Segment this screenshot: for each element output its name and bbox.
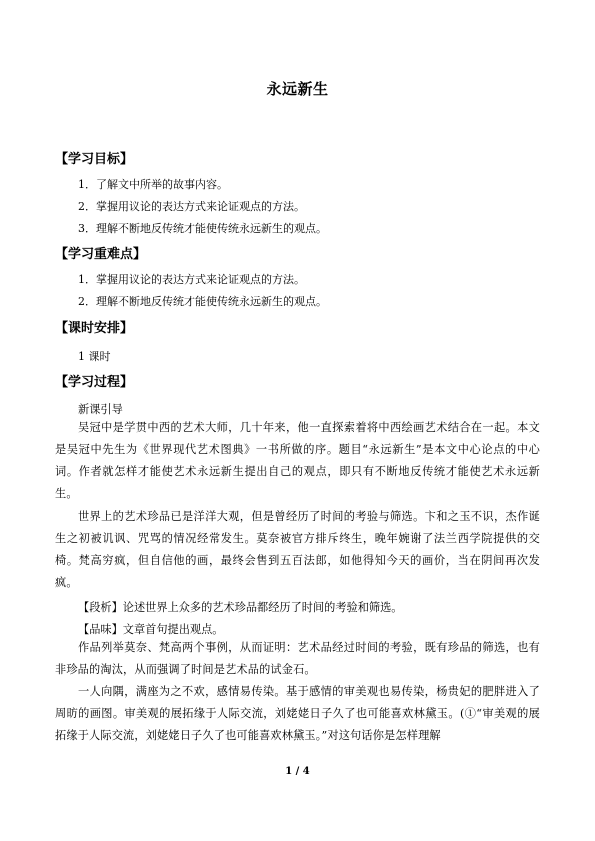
goal-item: 3．理解不断地反传统才能使传统永远新生的观点。 <box>78 222 327 235</box>
page-title: 永远新生 <box>266 80 329 98</box>
analysis-note: 【段析】论述世界上众多的艺术珍品都经历了时间的考验和筛选。 <box>78 601 403 614</box>
paragraph-2: 世界上的艺术珍品已是洋洋大观，但是曾经历了时间的考验与筛选。卞和之玉不识，杰作诞生之初被讥讽、咒骂的情况经常发生。莫奈被官方排斥终生，晚年婉谢了法兰西学院提供的交椅。梵高穷疯，但自信他的画，最终会售到五百法郎，如他得知今天的画价，当在阴间再次发疯。 <box>55 510 540 589</box>
section-heading-process: 【学习过程】 <box>55 375 134 390</box>
intro-label: 新课引导 <box>78 403 123 416</box>
page-number: 1 / 4 <box>285 766 310 777</box>
taste-note: 【品味】文章首句提出观点。 <box>78 623 224 636</box>
paragraph-3: 作品列举莫奈、梵高两个事例，从而证明：艺术品经过时间的考验，既有珍品的筛选，也有非珍品的淘汰，从而强调了时间是艺术品的试金石。 <box>55 641 540 676</box>
section-heading-goals: 【学习目标】 <box>55 152 134 167</box>
schedule-value: 1 课时 <box>78 350 111 363</box>
paragraph-1: 吴冠中是学贯中西的艺术大师，几十年来，他一直探索着将中西绘画艺术结合在一起。本文是吴冠中先生为《世界现代艺术图典》一书所做的序。题目“永远新生”是本文中心论点的中心词。作者就怎样才能使艺术永远新生提出自己的观点，即只有不断地反传统才能使艺术永远新生。 <box>55 421 540 500</box>
goal-item: 1．了解文中所举的故事内容。 <box>78 178 228 191</box>
section-heading-schedule: 【课时安排】 <box>55 321 134 336</box>
key-point-item: 2．理解不断地反传统才能使传统永远新生的观点。 <box>78 295 327 308</box>
section-heading-key-points: 【学习重难点】 <box>55 247 147 262</box>
key-point-item: 1．掌握用议论的表达方式来论证观点的方法。 <box>78 273 305 286</box>
goal-item: 2．掌握用议论的表达方式来论证观点的方法。 <box>78 200 305 213</box>
paragraph-4: 一人向隅，满座为之不欢，感情易传染。基于感情的审美观也易传染，杨贵妃的肥胖进入了周昉的画图。审美观的展拓缘于人际交流，刘姥姥日子久了也可能喜欢林黛玉。(①“审美观的展拓缘于人际交流，刘姥姥日子久了也可能喜欢林黛玉。”对这句话你是怎样理解 <box>55 685 540 742</box>
